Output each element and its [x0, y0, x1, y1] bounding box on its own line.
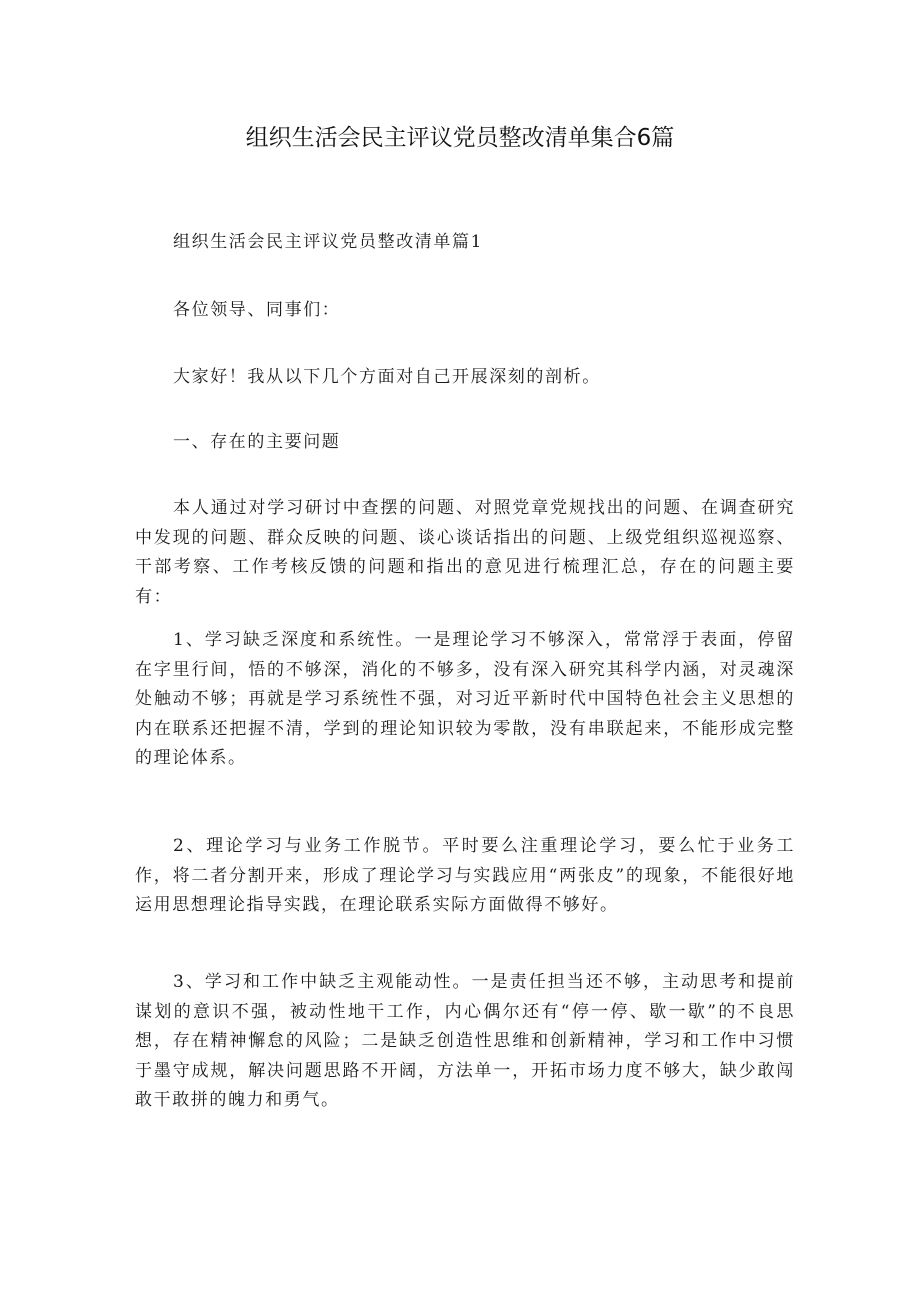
greeting-paragraph: 大家好！我从以下几个方面对自己开展深刻的剖析。 [173, 367, 601, 387]
body-paragraph: 2、理论学习与业务工作脱节。平时要么注重理论学习，要么忙于业务工作，将二者分割开来，形成了理论学习与实践应用“两张皮”的现象，不能很好地运用思想理论指导实践，在理论联系实际方面做得不够好。 [135, 836, 795, 915]
body-paragraph: 1、学习缺乏深度和系统性。一是理论学习不够深入，常常浮于表面，停留在字里行间，悟的不够深，消化的不够多，没有深入研究其科学内涵，对灵魂深处触动不够；再就是学习系统性不强，对习近平新时代中国特色社会主义思想的内在联系还把握不清，学到的理论知识较为零散，没有串联起来，不能形成完整的理论体系。 [135, 630, 795, 768]
salutation: 各位领导、同事们： [173, 300, 341, 320]
subsection-heading: 一、存在的主要问题 [173, 432, 341, 452]
body-paragraph: 本人通过对学习研讨中查摆的问题、对照党章党规找出的问题、在调查研究中发现的问题、群众反映的问题、谈心谈话指出的问题、上级党组织巡视巡察、干部考察、工作考核反馈的问题和指出的意见进行梳理汇总，存在的问题主要有： [135, 498, 795, 607]
section-title: 组织生活会民主评议党员整改清单篇1 [173, 232, 484, 252]
document-title: 组织生活会民主评议党员整改清单集合6篇 [245, 125, 675, 151]
body-paragraph: 3、学习和工作中缺乏主观能动性。一是责任担当还不够，主动思考和提前谋划的意识不强，被动性地干工作，内心偶尔还有“停一停、歇一歇”的不良思想，存在精神懈怠的风险；二是缺乏创造性思维和创新精神，学习和工作中习惯于墨守成规，解决问题思路不开阔，方法单一，开拓市场力度不够大，缺少敢闯敢干敢拼的魄力和勇气。 [135, 972, 795, 1110]
